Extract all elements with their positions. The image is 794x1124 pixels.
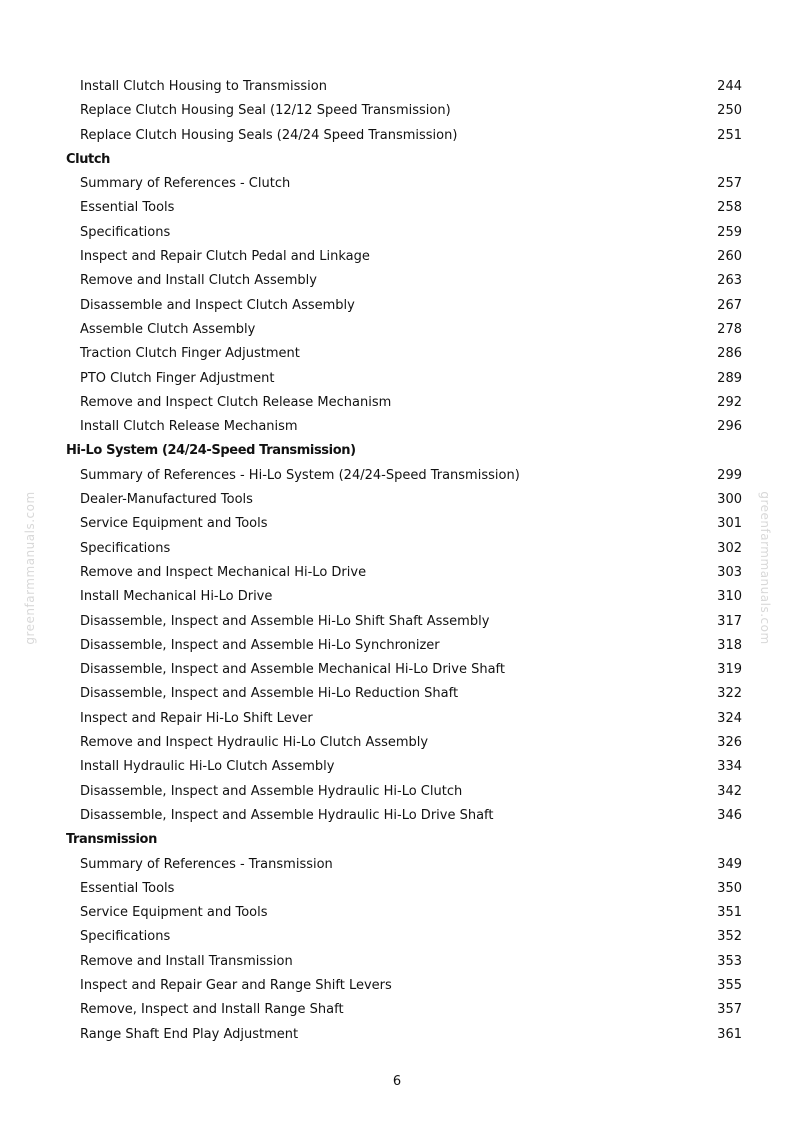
entry-title: Specifications [80, 540, 171, 556]
toc-entry[interactable] [66, 974, 742, 998]
toc-entry[interactable] [66, 950, 742, 974]
toc-entry[interactable] [66, 731, 742, 755]
entry-page-number: 259 [717, 224, 742, 240]
entry-page-number: 342 [717, 783, 742, 799]
toc-entry[interactable] [66, 294, 742, 318]
page-number: 6 [392, 1074, 402, 1089]
toc-entry[interactable] [66, 804, 742, 828]
entry-title: Traction Clutch Finger Adjustment [80, 346, 300, 362]
entry-title: Disassemble, Inspect and Assemble Mechanical Hi-Lo Drive Shaft [80, 662, 506, 678]
entry-page-number: 260 [717, 249, 742, 265]
toc-entry[interactable] [66, 610, 742, 634]
entry-title: Remove and Install Clutch Assembly [80, 273, 317, 289]
toc-entry[interactable] [66, 901, 742, 925]
entry-title: Install Clutch Housing to Transmission [80, 79, 327, 94]
toc-entry[interactable] [66, 585, 742, 609]
toc-entry[interactable] [66, 755, 742, 779]
toc-entry[interactable] [66, 780, 742, 804]
entry-title: Inspect and Repair Hi-Lo Shift Lever [80, 710, 313, 726]
entry-title: Dealer-Manufactured Tools [80, 492, 253, 508]
toc-entry[interactable] [66, 269, 742, 293]
entry-page-number: 289 [717, 370, 742, 386]
entry-page-number: 319 [717, 662, 742, 678]
entry-title: Remove and Inspect Hydraulic Hi-Lo Clutch Assembly [80, 735, 429, 751]
entry-page-number: 334 [717, 759, 742, 775]
entry-title: Specifications [80, 224, 171, 240]
entry-title: Disassemble, Inspect and Assemble Hydraulic Hi-Lo Clutch [80, 783, 463, 799]
entry-title: Essential Tools [80, 200, 175, 216]
entry-page-number: 263 [717, 273, 742, 289]
entry-title: Install Clutch Release Mechanism [80, 419, 298, 435]
entry-page-number: 301 [717, 516, 742, 532]
watermark-left: greenfarmmanuals.com [23, 491, 37, 645]
entry-page-number: 310 [717, 589, 742, 605]
entry-page-number: 258 [717, 200, 742, 216]
entry-title: Assemble Clutch Assembly [80, 321, 256, 337]
entry-title: Install Mechanical Hi-Lo Drive [80, 589, 273, 605]
entry-title: Remove, Inspect and Install Range Shaft [80, 1002, 344, 1018]
entry-title: Disassemble, Inspect and Assemble Hi-Lo Reduction Shaft [80, 686, 459, 702]
toc-entry[interactable] [66, 488, 742, 512]
toc-entry[interactable] [66, 415, 742, 439]
toc-section-heading [66, 828, 742, 852]
entry-page-number: 346 [717, 807, 742, 823]
toc-entry[interactable] [66, 634, 742, 658]
toc-entry[interactable] [66, 512, 742, 536]
entry-page-number: 300 [717, 492, 742, 508]
entry-page-number: 317 [717, 613, 742, 629]
entry-title: Disassemble and Inspect Clutch Assembly [80, 297, 355, 313]
entry-page-number: 318 [717, 637, 742, 653]
entry-title: PTO Clutch Finger Adjustment [80, 370, 275, 386]
section-title: Clutch [66, 151, 111, 167]
entry-page-number: 349 [717, 856, 742, 872]
entry-page-number: 350 [717, 880, 742, 896]
entry-page-number: 302 [717, 540, 742, 556]
entry-page-number: 357 [717, 1002, 742, 1018]
entry-title: Remove and Install Transmission [80, 953, 293, 969]
toc-entry[interactable] [66, 464, 742, 488]
entry-title: Specifications [80, 929, 171, 945]
toc-section-heading [66, 148, 742, 172]
toc-entry[interactable] [66, 318, 742, 342]
entry-page-number: 250 [717, 103, 742, 119]
entry-page-number: 324 [717, 710, 742, 726]
entry-title: Replace Clutch Housing Seals (24/24 Speed Transmission) [80, 127, 458, 143]
entry-page-number: 292 [717, 394, 742, 410]
toc-entry[interactable] [66, 682, 742, 706]
entry-page-number: 257 [717, 176, 742, 192]
entry-title: Summary of References - Hi-Lo System (24/24-Speed Transmission) [80, 467, 520, 483]
entry-title: Inspect and Repair Clutch Pedal and Linkage [80, 249, 370, 265]
entry-title: Install Hydraulic Hi-Lo Clutch Assembly [80, 759, 335, 775]
entry-title: Summary of References - Clutch [80, 176, 291, 192]
toc-entry[interactable] [66, 853, 742, 877]
entry-page-number: 361 [717, 1026, 742, 1042]
entry-title: Disassemble, Inspect and Assemble Hi-Lo Shift Shaft Assembly [80, 613, 490, 629]
toc-entry[interactable] [66, 342, 742, 366]
entry-page-number: 355 [717, 977, 742, 993]
entry-page-number: 353 [717, 953, 742, 969]
toc-section-heading [66, 439, 742, 463]
watermark-right: greenfarmmanuals.com [758, 491, 772, 645]
toc-entry[interactable] [66, 245, 742, 269]
section-title: Transmission [66, 832, 157, 848]
toc-entry[interactable] [66, 124, 742, 148]
toc-entry[interactable] [66, 998, 742, 1022]
entry-title: Disassemble, Inspect and Assemble Hydraulic Hi-Lo Drive Shaft [80, 807, 494, 823]
entry-title: Remove and Inspect Clutch Release Mechanism [80, 394, 392, 410]
toc-entry[interactable] [66, 196, 742, 220]
toc-entry[interactable] [66, 367, 742, 391]
entry-page-number: 251 [717, 127, 742, 143]
toc-entry[interactable] [66, 877, 742, 901]
entry-title: Summary of References - Transmission [80, 856, 333, 872]
entry-title: Replace Clutch Housing Seal (12/12 Speed Transmission) [80, 103, 451, 119]
toc-entry[interactable] [66, 391, 742, 415]
toc-entry[interactable] [66, 561, 742, 585]
entry-page-number: 352 [717, 929, 742, 945]
toc-entry[interactable] [66, 221, 742, 245]
toc-entry[interactable] [66, 172, 742, 196]
toc-entry[interactable] [66, 537, 742, 561]
entry-page-number: 286 [717, 346, 742, 362]
toc-entry[interactable] [66, 707, 742, 731]
entry-title: Service Equipment and Tools [80, 905, 268, 921]
entry-page-number: 296 [717, 419, 742, 435]
toc-entry[interactable] [66, 925, 742, 949]
entry-page-number: 351 [717, 905, 742, 921]
entry-title: Essential Tools [80, 880, 175, 896]
toc-entry[interactable] [66, 1023, 742, 1047]
entry-page-number: 244 [717, 79, 742, 94]
entry-page-number: 326 [717, 735, 742, 751]
entry-title: Range Shaft End Play Adjustment [80, 1026, 299, 1042]
entry-page-number: 267 [717, 297, 742, 313]
entry-title: Disassemble, Inspect and Assemble Hi-Lo Synchronizer [80, 637, 440, 653]
entry-title: Service Equipment and Tools [80, 516, 268, 532]
table-of-contents [66, 75, 742, 1047]
entry-page-number: 322 [717, 686, 742, 702]
toc-entry[interactable] [66, 75, 742, 99]
entry-page-number: 299 [717, 467, 742, 483]
toc-entry[interactable] [66, 99, 742, 123]
section-title: Hi-Lo System (24/24-Speed Transmission) [66, 443, 356, 459]
entry-page-number: 303 [717, 564, 742, 580]
entry-page-number: 278 [717, 321, 742, 337]
toc-entry[interactable] [66, 658, 742, 682]
entry-title: Inspect and Repair Gear and Range Shift Levers [80, 977, 392, 993]
entry-title: Remove and Inspect Mechanical Hi-Lo Drive [80, 564, 367, 580]
